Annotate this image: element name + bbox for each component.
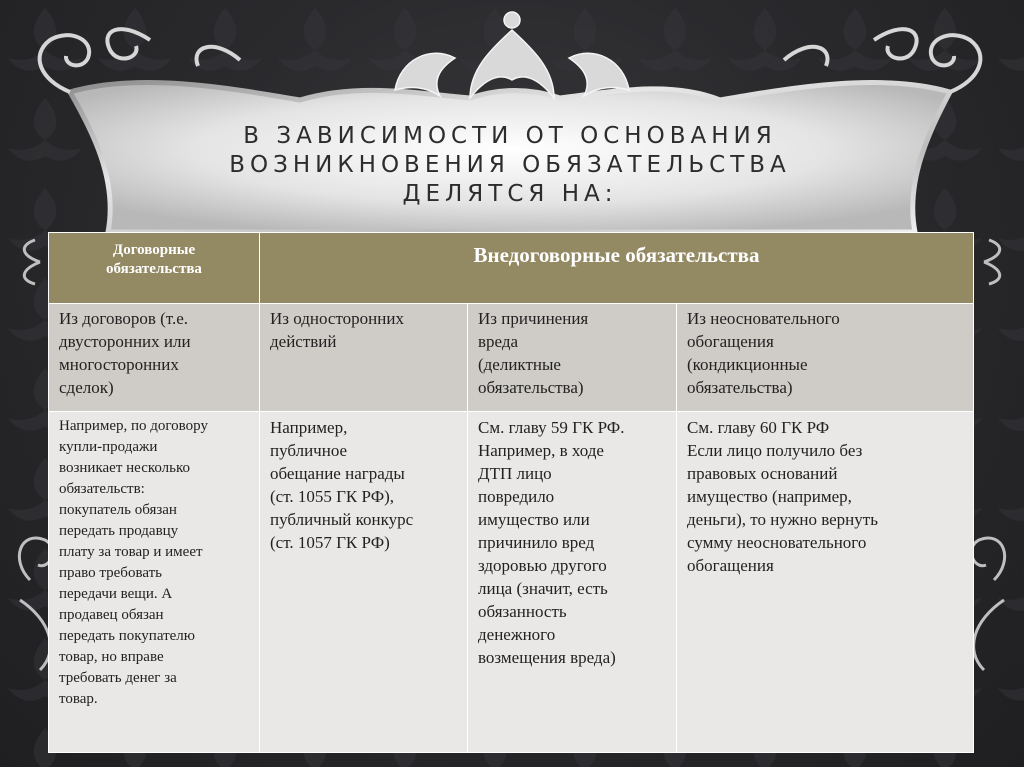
table-cell: Из неосновательного обогащения (кондикционные обязательства) — [677, 304, 974, 412]
table-row — [49, 412, 974, 753]
table-cell: Из односторонних действий — [260, 304, 468, 412]
crest-ornament — [395, 12, 629, 98]
table-cell: Из причинения вреда (деликтные обязательства) — [468, 304, 677, 412]
obligations-table — [48, 232, 973, 750]
header-non-contractual: Внедоговорные обязательства — [260, 233, 974, 304]
table-cell: Например, публичное обещание награды (ст. 1055 ГК РФ), публичный конкурс (ст. 1057 ГК РФ) — [260, 412, 468, 753]
table-cell: См. главу 59 ГК РФ. Например, в ходе ДТП лицо повредило имущество или причинило вред здоровью другого лица (значит, есть обязанность денежного возмещения вреда) — [468, 412, 677, 753]
table-cell: См. главу 60 ГК РФ Если лицо получило без правовых оснований имущество (например, деньги), то нужно вернуть сумму неосновательного обогащения — [677, 412, 974, 753]
table-cell: Например, по договору купли-продажи возникает несколько обязательств: покупатель обязан передать продавцу плату за товар и имеет право требовать передачи вещи. А продавец обязан передать покупателю товар, но вправе требовать денег за товар. — [49, 412, 260, 753]
title-line: В ЗАВИСИМОСТИ ОТ ОСНОВАНИЯ — [243, 123, 777, 149]
header-contractual: Договорные обязательства — [49, 233, 260, 304]
table-header-row — [49, 233, 974, 304]
slide-title — [150, 122, 870, 209]
table-row — [49, 304, 974, 412]
title-line: ВОЗНИКНОВЕНИЯ ОБЯЗАТЕЛЬСТВА — [229, 152, 791, 178]
table-cell: Из договоров (т.е. двусторонних или многосторонних сделок) — [49, 304, 260, 412]
title-line: ДЕЛЯТСЯ НА: — [402, 181, 618, 207]
